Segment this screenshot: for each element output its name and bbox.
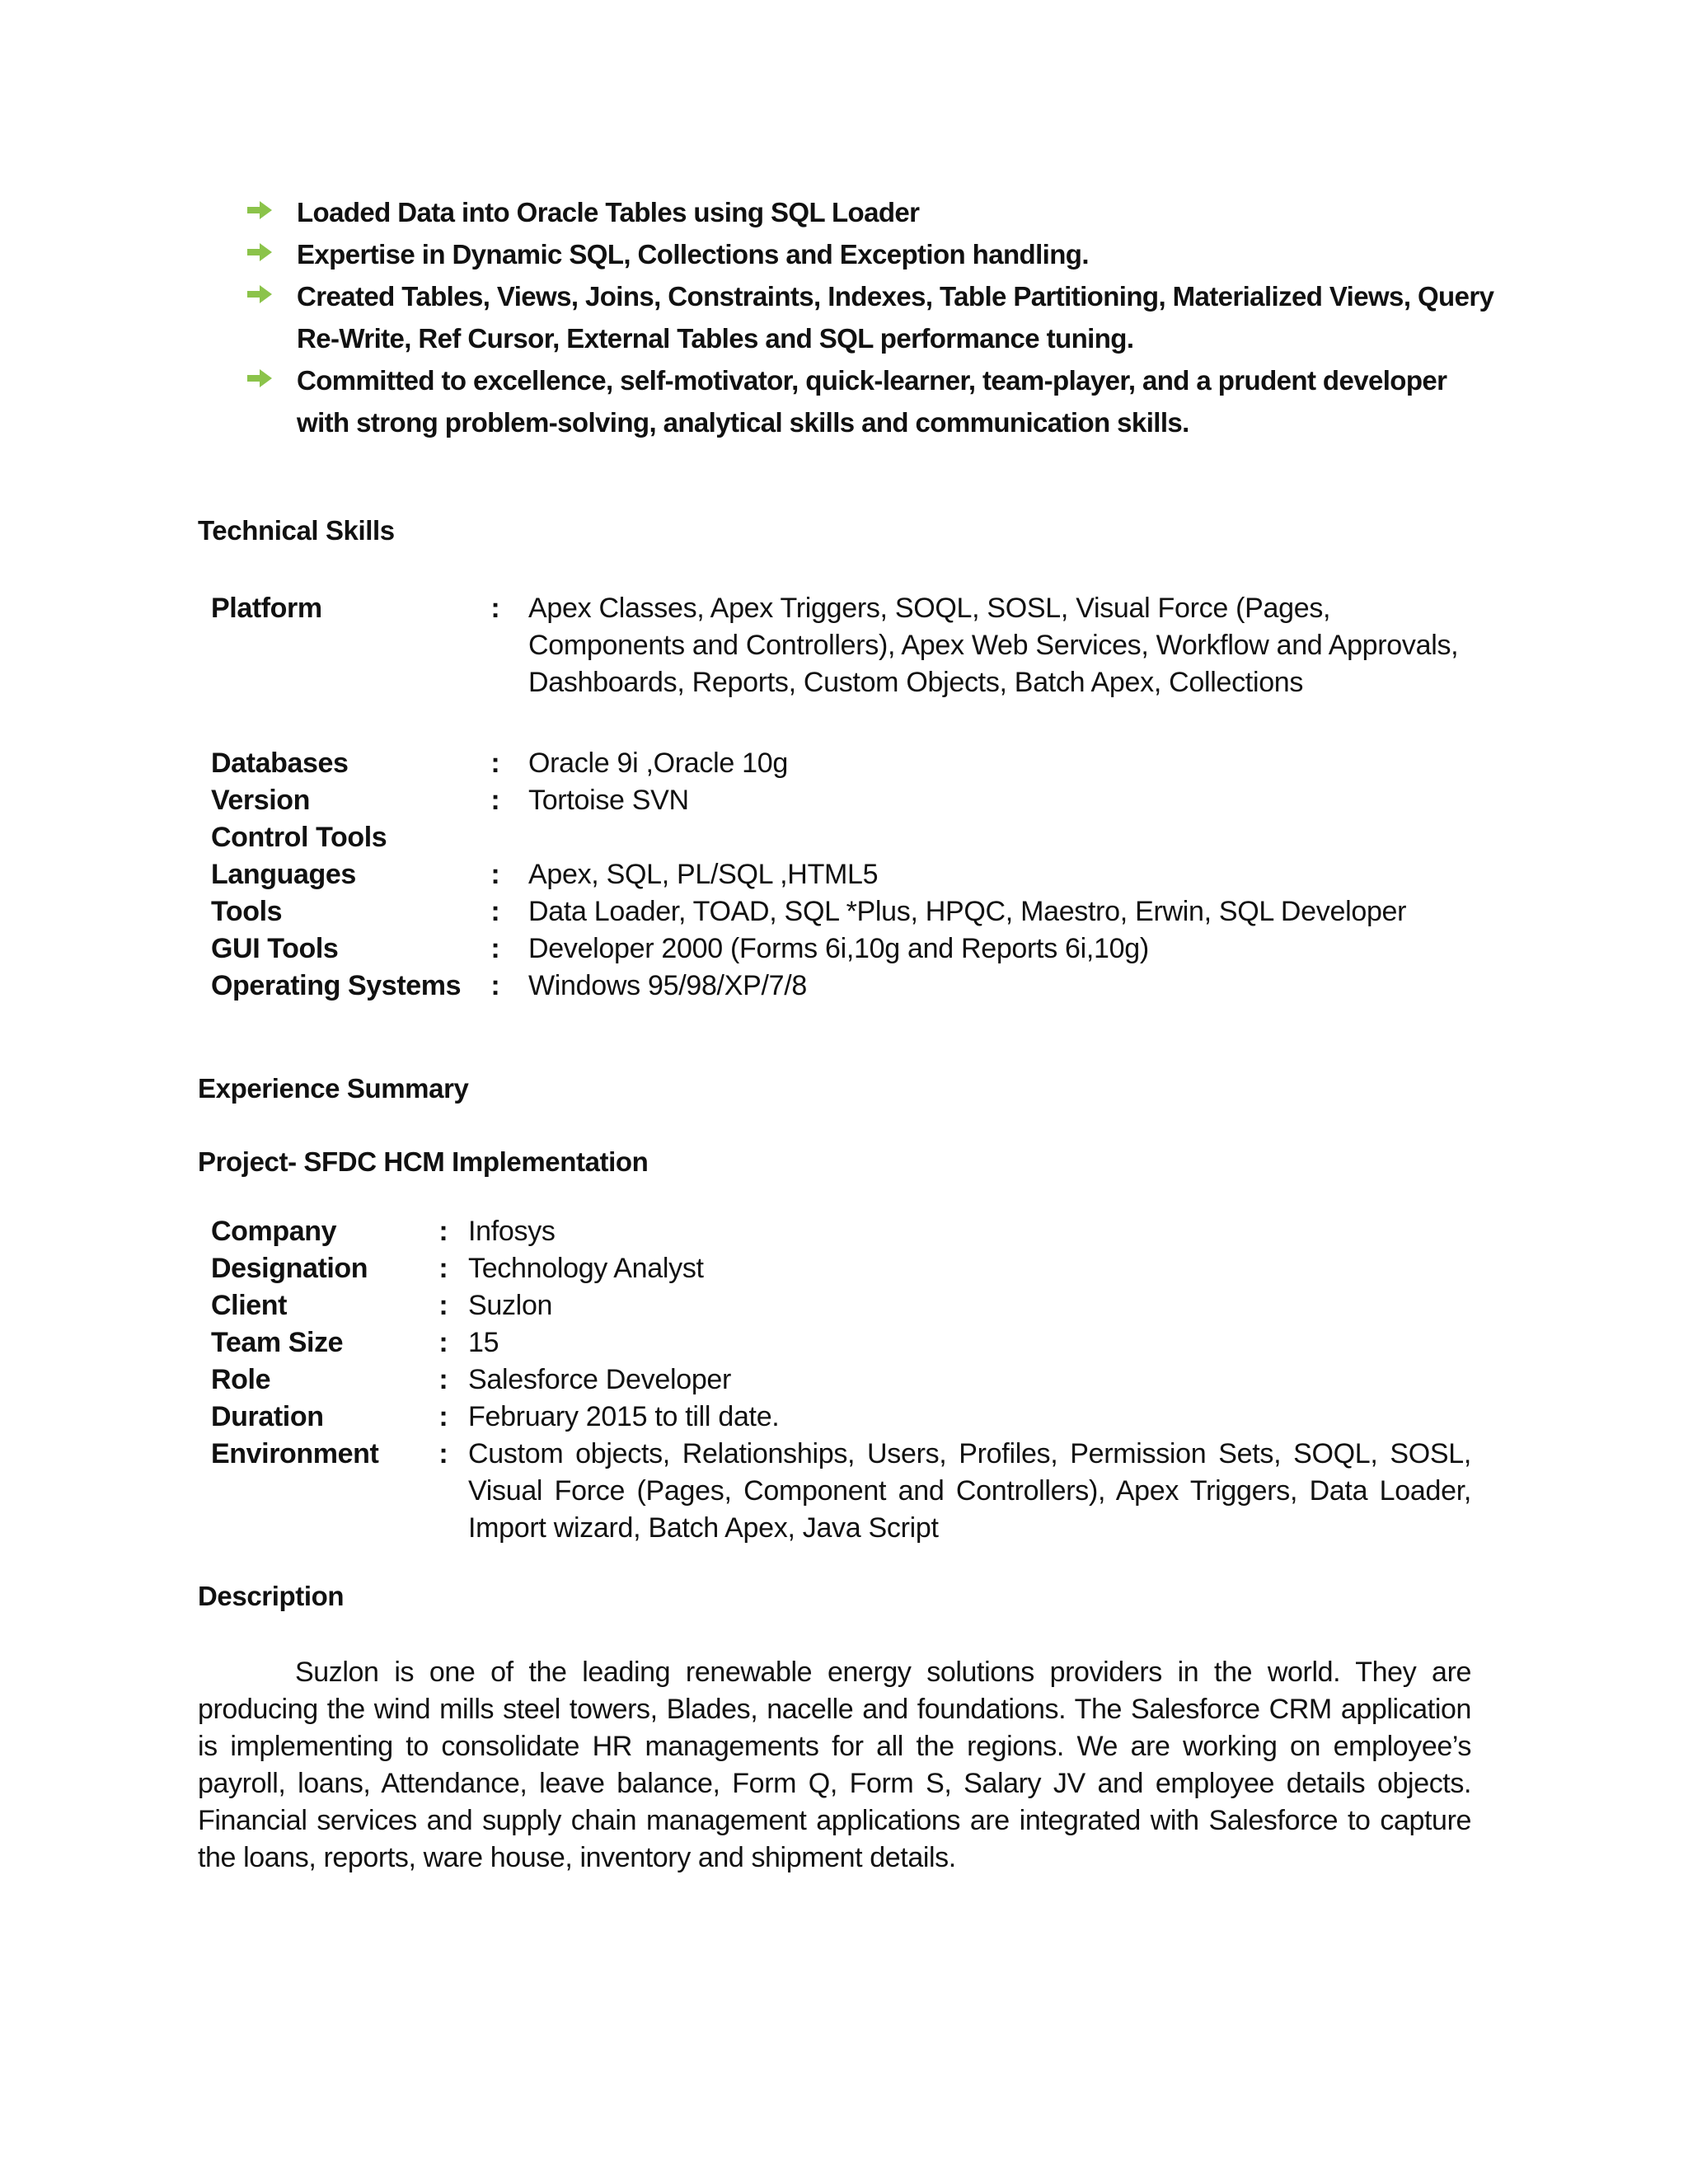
highlight-item: [247, 191, 1500, 233]
project-label: Environment: [211, 1438, 379, 1469]
separator: :: [490, 785, 500, 816]
project-value: Technology Analyst: [468, 1253, 704, 1284]
project-row-role: [211, 1361, 1471, 1399]
separator: :: [438, 1216, 448, 1247]
project-value: Suzlon: [468, 1290, 553, 1321]
project-value: February 2015 to till date.: [468, 1401, 780, 1432]
separator: :: [490, 859, 500, 890]
separator: :: [438, 1327, 448, 1358]
highlight-text: Committed to excellence, self-motivator, quick-learner, team-player, and a prudent developer with strong problem-solving, analytical skills and communication skills.: [297, 365, 1447, 438]
project-value: Custom objects, Relationships, Users, Profiles, Permission Sets, SOQL, SOSL, Visual Force (Pages, Component and Controllers), Apex Triggers, Data Loader, Import wizard, Batch Apex, Java Script: [468, 1438, 1471, 1544]
project-value: 15: [468, 1327, 499, 1358]
project-row-designation: [211, 1250, 1471, 1287]
skill-value: Oracle 9i ,Oracle 10g: [528, 748, 788, 779]
project-value: Infosys: [468, 1216, 556, 1247]
skill-value: Apex Classes, Apex Triggers, SOQL, SOSL, Visual Force (Pages, Components and Controllers), Apex Web Services, Workflow and Approvals, Dashboards, Reports, Custom Objects, Batch Apex, Collections: [528, 593, 1459, 698]
separator: :: [490, 748, 500, 779]
skill-value: Data Loader, TOAD, SQL *Plus, HPQC, Maestro, Erwin, SQL Developer: [528, 896, 1407, 927]
project-value: Salesforce Developer: [468, 1364, 732, 1395]
highlight-item: [247, 359, 1500, 443]
skill-value: Apex, SQL, PL/SQL ,HTML5: [528, 859, 879, 890]
skill-label: Tools: [211, 896, 283, 927]
technical-skills-heading: Technical Skills: [198, 515, 395, 546]
skill-row-databases: [211, 745, 1484, 782]
highlights-list: [247, 191, 1500, 443]
skill-row-platform: [211, 590, 1484, 701]
project-row-company: [211, 1213, 1471, 1250]
skill-row-version-control: [211, 782, 1484, 856]
description-paragraph: Suzlon is one of the leading renewable energy solutions providers in the world. They are producing the wind mills steel towers, Blades, nacelle and foundations. The Salesforce CRM application is implementing to consolidate HR managements for all the regions. We are working on employee’s payroll, loans, Attendance, leave balance, Form Q, Form S, Salary JV and employee details objects. Financial services and supply chain management applications are integrated with Salesforce to capture the loans, reports, ware house, inventory and shipment details.: [198, 1657, 1471, 1873]
project-row-duration: [211, 1399, 1471, 1436]
highlight-text: Created Tables, Views, Joins, Constraints, Indexes, Table Partitioning, Materialized Views, Query Re-Write, Ref Cursor, External Tables and SQL performance tuning.: [297, 281, 1494, 354]
project-label: Designation: [211, 1253, 368, 1284]
skill-row-tools: [211, 893, 1484, 930]
highlight-item: [247, 233, 1500, 275]
arrow-right-icon: [247, 285, 272, 303]
skill-label: Operating Systems: [211, 970, 462, 1001]
separator: :: [490, 896, 500, 927]
skill-row-gui-tools: [211, 930, 1484, 968]
project-title: Project- SFDC HCM Implementation: [198, 1146, 649, 1177]
highlight-text: Expertise in Dynamic SQL, Collections and Exception handling.: [297, 239, 1089, 269]
project-label: Role: [211, 1364, 271, 1395]
project-row-team-size: [211, 1324, 1471, 1361]
separator: :: [438, 1253, 448, 1284]
project-label: Duration: [211, 1401, 324, 1432]
separator: :: [490, 593, 500, 624]
arrow-right-icon: [247, 243, 272, 261]
skill-row-languages: [211, 856, 1484, 893]
project-label: Team Size: [211, 1327, 344, 1358]
separator: :: [438, 1401, 448, 1432]
skill-label: GUI Tools: [211, 933, 339, 964]
project-row-environment: [211, 1436, 1471, 1547]
skill-value: Windows 95/98/XP/7/8: [528, 970, 807, 1001]
separator: :: [438, 1290, 448, 1321]
arrow-right-icon: [247, 201, 272, 219]
project-row-client: [211, 1287, 1471, 1324]
project-details-table: [211, 1213, 1471, 1547]
highlight-item: [247, 275, 1500, 359]
project-label: Company: [211, 1216, 337, 1247]
arrow-right-icon: [247, 369, 272, 387]
skill-label: Version Control Tools: [211, 785, 387, 853]
skill-value: Developer 2000 (Forms 6i,10g and Reports 6i,10g): [528, 933, 1149, 964]
separator: :: [438, 1438, 448, 1469]
skill-value: Tortoise SVN: [528, 785, 689, 816]
separator: :: [490, 970, 500, 1001]
experience-summary-heading: Experience Summary: [198, 1073, 469, 1104]
highlight-text: Loaded Data into Oracle Tables using SQL Loader: [297, 197, 920, 227]
separator: :: [490, 933, 500, 964]
technical-skills-table: [211, 590, 1484, 1005]
separator: :: [438, 1364, 448, 1395]
description-heading: Description: [198, 1581, 345, 1611]
skill-label: Platform: [211, 593, 322, 624]
skill-label: Languages: [211, 859, 356, 890]
skill-label: Databases: [211, 748, 349, 779]
project-label: Client: [211, 1290, 288, 1321]
skill-row-operating-systems: [211, 968, 1484, 1005]
